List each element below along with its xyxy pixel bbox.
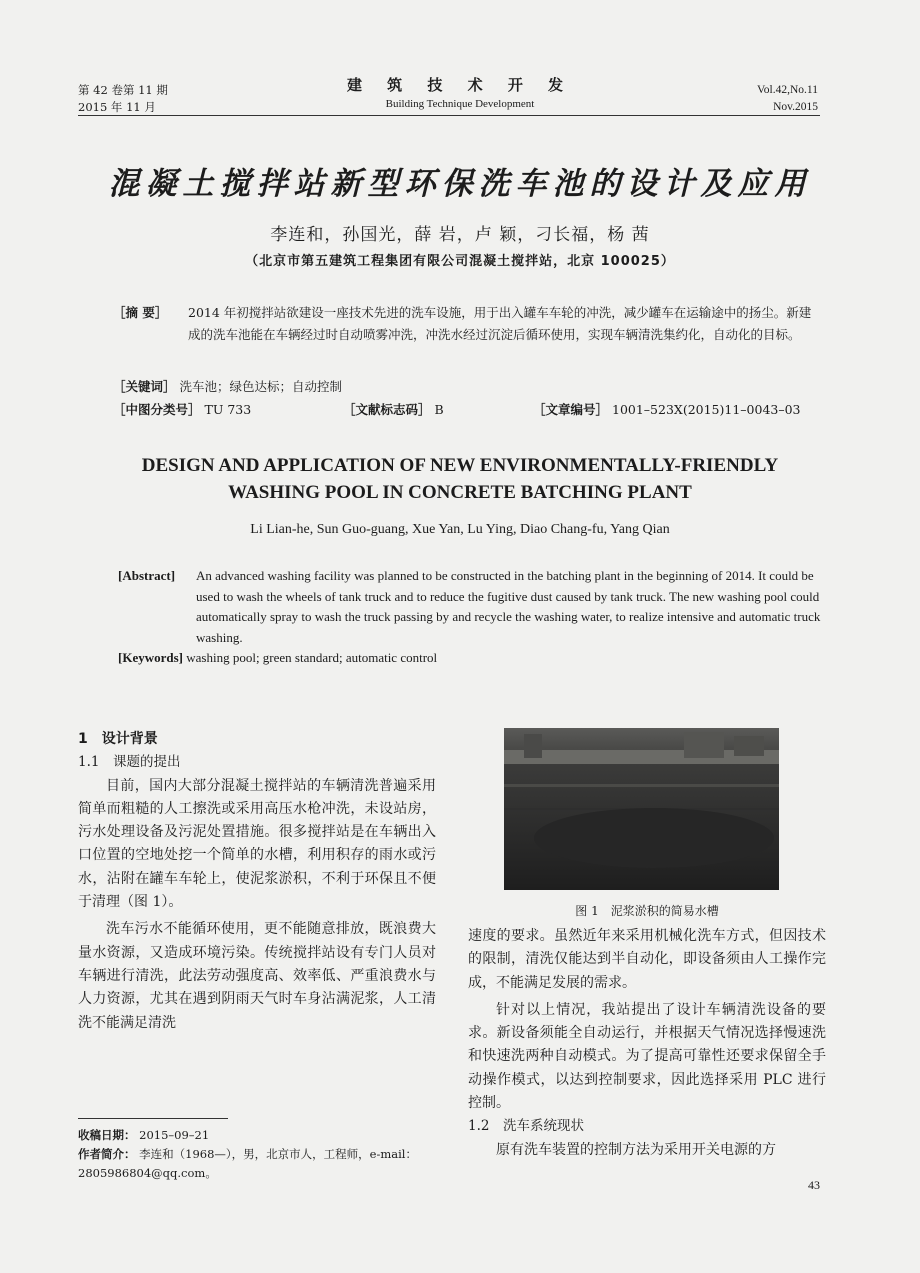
journal-name — [330, 74, 590, 110]
doc-code — [343, 399, 444, 421]
volume-cn: 第 42 卷第 11 期 — [78, 83, 168, 97]
section-1-heading: 1 设计背景 — [78, 731, 158, 747]
article-number-value: 1001–523X(2015)11–0043–03 — [612, 402, 801, 417]
paragraph-1: 目前，国内大部分混凝土搅拌站的车辆清洗普遍采用简单而粗糙的人工擦洗或采用高压水枪冲洗，未设站房，污水处理设备及污泥处置措施。很多搅拌站是在车辆出入口位置的空地处挖一个简单的水槽，利用积存的雨水或污水，沾附在罐车车轮上，使泥浆淤积，不利于环保且不便于清理（图 1）。 — [78, 777, 436, 911]
authors-en: Li Lian-he, Sun Guo-guang, Xue Yan, Lu Ying, Diao Chang-fu, Yang Qian — [250, 522, 670, 537]
abstract-cn — [113, 302, 823, 342]
doc-code-value: B — [434, 402, 444, 417]
paragraph-4: 针对以上情况，我站提出了设计车辆清洗设备的要求。新设备须能全自动运行，并根据天气情况选择慢速洗和快速洗两种自动模式。为了提高可靠性还要求保留全手动操作模式，以达到控制要求，因此选择采用 PLC 进行控制。 — [468, 1001, 826, 1112]
article-title-en — [60, 452, 860, 506]
footnotes — [78, 1126, 438, 1183]
figure-1-caption: 图 1 泥浆淤积的简易水槽 — [575, 904, 719, 918]
muddy-trough-photo — [504, 728, 779, 890]
section-1-2-heading: 1.2 洗车系统现状 — [468, 1118, 584, 1135]
issue-info-cn — [78, 82, 168, 116]
issue-info-en — [757, 82, 818, 116]
abstract-label-en: [Abstract] — [118, 568, 176, 583]
paragraph-5: 原有洗车装置的控制方法为采用开关电源的方 — [496, 1141, 776, 1158]
keywords-text-en: washing pool; green standard; automatic control — [186, 650, 438, 665]
journal-name-en: Building Technique Development — [385, 98, 535, 110]
article-title-en-line-1: DESIGN AND APPLICATION OF NEW ENVIRONMENTALLY-FRIENDLY — [141, 455, 779, 476]
body-right-column — [468, 925, 826, 1162]
article-title-cn: 混凝土搅拌站新型环保洗车池的设计及应用 — [108, 166, 812, 202]
doc-code-label: ［文献标志码］ — [343, 402, 431, 417]
author-bio-text: 李连和（1968—），男，北京市人，工程师，e-mail：2805986804@qq.com。 — [78, 1147, 417, 1180]
clc-value: TU 733 — [204, 402, 252, 417]
journal-name-cn: 建 筑 技 术 开 发 — [346, 76, 574, 94]
abstract-label-cn: ［摘 要］ — [113, 305, 168, 320]
volume-en: Vol.42,No.11 — [756, 84, 818, 96]
keywords-en — [118, 650, 437, 666]
article-title-en-line-2: WASHING POOL IN CONCRETE BATCHING PLANT — [228, 482, 692, 503]
author-bio-label: 作者简介： — [78, 1147, 136, 1161]
received-label: 收稿日期： — [78, 1128, 136, 1142]
keywords-text-cn: 洗车池；绿色达标；自动控制 — [179, 379, 343, 394]
authors-cn: 李连和，孙国光，薛 岩，卢 颖，刁长福，杨 茜 — [270, 225, 650, 245]
section-1-1-heading: 1.1 课题的提出 — [78, 754, 181, 771]
date-cn: 2015 年 11 月 — [78, 100, 156, 114]
page-number: 43 — [808, 1178, 820, 1192]
abstract-en — [118, 566, 823, 645]
paragraph-3: 速度的要求。虽然近年来采用机械化洗车方式，但因技术的限制，清洗仅能达到半自动化，即设备须由人工操作完成，不能满足发展的需求。 — [468, 928, 826, 991]
article-number-label: ［文章编号］ — [533, 402, 609, 417]
date-en: Nov.2015 — [773, 101, 818, 113]
received-date — [78, 1126, 438, 1145]
abstract-text-en: An advanced washing facility was planned to be constructed in the batching plant in the beginning of 2014. It could be used to wash the wheels of tank truck and to reduce the fugitive dust caused by tank truck. The new washing pool could automatically spray to wash the truck passing by and recycle the washing water, to realize intensive and automatic truck washing. — [196, 568, 821, 645]
affiliation-cn: （北京市第五建筑工程集团有限公司混凝土搅拌站，北京 100025） — [245, 254, 675, 269]
keywords-cn — [113, 376, 342, 398]
author-bio — [78, 1145, 438, 1183]
figure-1-photo — [504, 728, 779, 890]
article-number — [533, 399, 801, 421]
header-rule — [78, 115, 820, 116]
abstract-text-cn: 2014 年初搅拌站欲建设一座技术先进的洗车设施，用于出入罐车车轮的冲洗，减少罐车在运输途中的扬尘。新建成的洗车池能在车辆经过时自动喷雾冲洗，冲洗水经过沉淀后循环使用，实现车辆清洗集约化，自动化的目标。 — [188, 305, 812, 342]
clc-label: ［中图分类号］ — [113, 402, 201, 417]
clc-code — [113, 399, 251, 421]
received-value: 2015–09–21 — [139, 1128, 210, 1142]
body-left-column — [78, 728, 436, 1035]
keywords-label-cn: ［关键词］ — [113, 379, 176, 394]
paragraph-2: 洗车污水不能循环使用，更不能随意排放，既浪费大量水资源，又造成环境污染。传统搅拌站设有专门人员对车辆进行清洗，此法劳动强度高、效率低、严重浪费水与人力资源，尤其在遇到阴雨天气时车身沾满泥浆，人工清洗不能满足清洗 — [78, 921, 436, 1031]
footnote-rule — [78, 1118, 228, 1119]
keywords-label-en: [Keywords] — [118, 650, 183, 665]
